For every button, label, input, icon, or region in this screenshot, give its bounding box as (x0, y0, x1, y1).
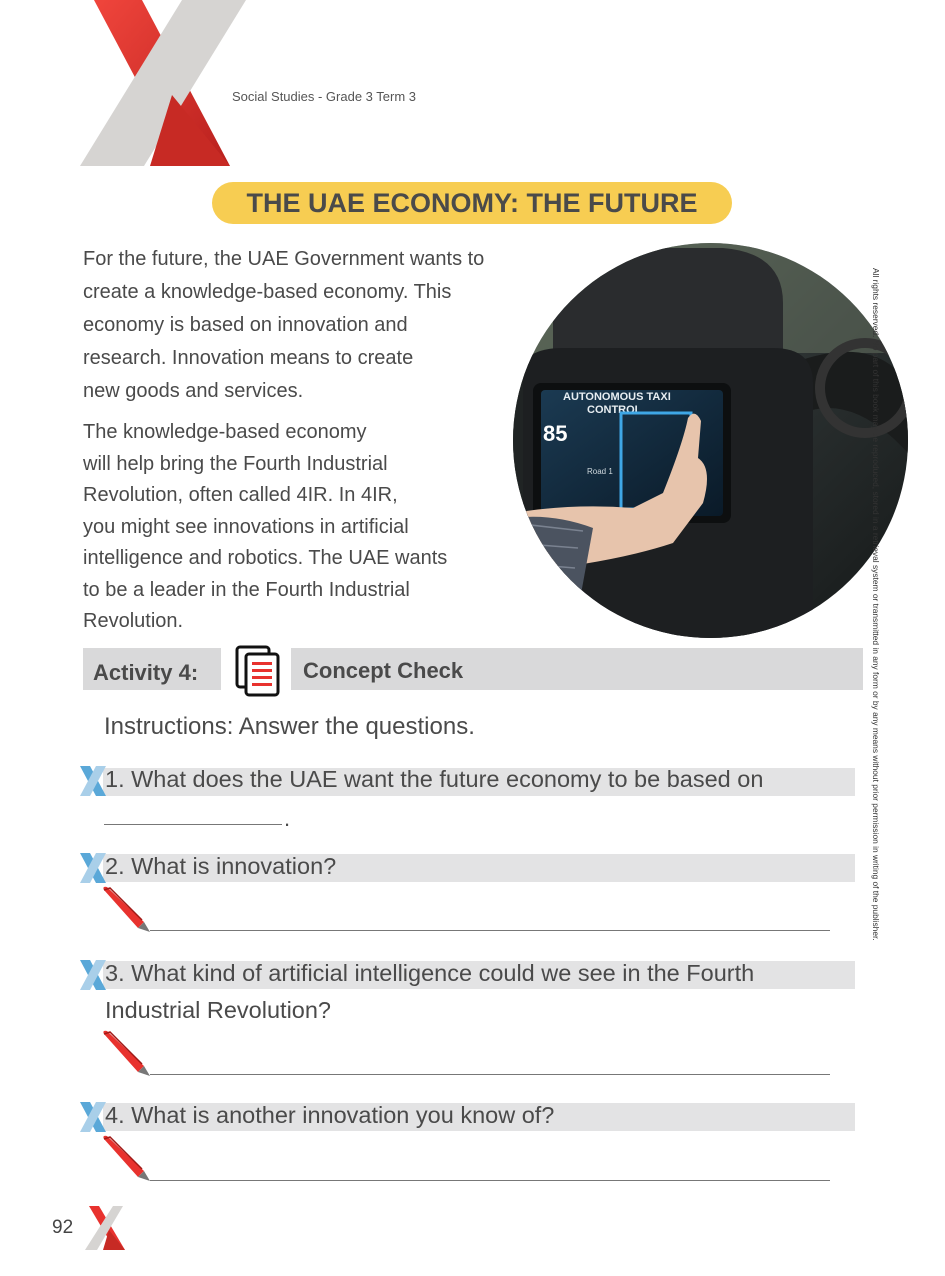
paragraph-line: you might see innovations in artificial (83, 515, 409, 538)
paragraph-line: Revolution. (83, 610, 184, 632)
question-4-text: 4. What is another innovation you know of? (105, 1102, 555, 1128)
pen-icon (100, 1133, 155, 1183)
brand-x-logo (80, 0, 250, 168)
answer-blank-1[interactable] (104, 824, 282, 825)
paragraph-line: economy is based on innovation and (83, 314, 408, 336)
x-bullet-icon (78, 1102, 108, 1132)
paragraph-line: For the future, the UAE Government wants to (83, 248, 485, 270)
paragraph-line: will help bring the Fourth Industrial (83, 452, 388, 475)
screen-title-line1: AUTONOMOUS TAXI (563, 391, 671, 403)
copyright-notice: All rights reserved. No part of this book may be reproduced, stored in a retrieval system or transmitted in any form or by any means without prior permission in writing of the publisher. (871, 268, 881, 941)
screen-speed: 85 (543, 421, 568, 446)
question-2-text: 2. What is innovation? (105, 853, 337, 879)
question-1-text: 1. What does the UAE want the future economy to be based on (105, 766, 764, 792)
instructions: Instructions: Answer the questions. (104, 713, 475, 740)
paragraph-line: to be a leader in the Fourth Industrial (83, 578, 410, 601)
paragraph-line: Revolution, often called 4IR. In 4IR, (83, 484, 398, 506)
question-3-text-line2: Industrial Revolution? (105, 997, 331, 1023)
pen-icon (100, 1028, 155, 1078)
x-bullet-icon (78, 853, 108, 883)
autonomous-taxi-photo (513, 243, 908, 638)
screen-road-label: Road 1 (587, 467, 613, 476)
activity-name: Concept Check (303, 658, 464, 683)
page-number: 92 (52, 1217, 74, 1238)
document-icon (234, 644, 282, 698)
question-3-text: 3. What kind of artificial intelligence could we see in the Fourth (105, 960, 755, 986)
brand-x-logo-small (85, 1206, 127, 1250)
header-subject: Social Studies - Grade 3 Term 3 (232, 89, 417, 104)
answer-line-3[interactable] (150, 1074, 830, 1075)
answer-line-2[interactable] (150, 930, 830, 931)
paragraph-line: intelligence and robotics. The UAE wants (83, 547, 448, 569)
page-title: THE UAE ECONOMY: THE FUTURE (246, 187, 698, 218)
page-title-pill (212, 182, 732, 224)
paragraph-line: new goods and services. (83, 380, 304, 402)
x-bullet-icon (78, 960, 108, 990)
answer-blank-suffix: . (284, 806, 291, 831)
activity-label: Activity 4: (93, 660, 199, 685)
paragraph-2 (83, 417, 447, 638)
paragraph-1 (83, 243, 484, 408)
paragraph-line: create a knowledge-based economy. This (83, 281, 452, 303)
pen-icon (100, 884, 155, 934)
paragraph-line: The knowledge-based economy (83, 421, 367, 443)
x-bullet-icon (78, 766, 108, 796)
paragraph-line: research. Innovation means to create (83, 347, 414, 369)
answer-line-4[interactable] (150, 1180, 830, 1181)
screen-title-line2: CONTROL (587, 404, 642, 416)
